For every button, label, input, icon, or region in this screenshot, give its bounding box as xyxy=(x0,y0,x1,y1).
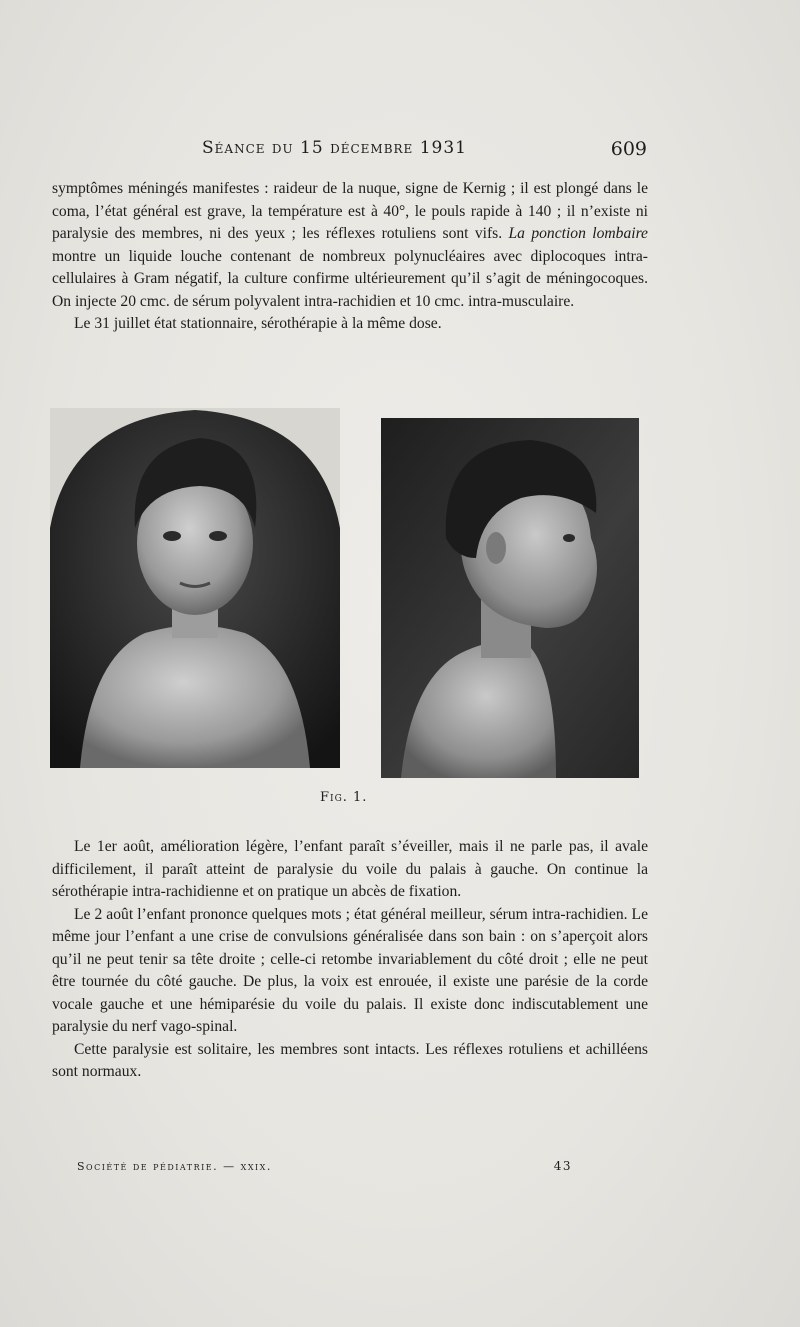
photo-frontal-view xyxy=(50,408,340,768)
page-header xyxy=(52,138,647,168)
photo-profile-view xyxy=(381,418,639,778)
paragraph: Cette paralysie est solitaire, les membres sont intacts. Les réflexes rotuliens et achilléens sont normaux. xyxy=(52,1040,648,1080)
running-title: Séance du 15 décembre 1931 xyxy=(202,138,467,158)
paragraph: Le 31 juillet état stationnaire, sérothérapie à la même dose. xyxy=(74,315,442,332)
page-number: 609 xyxy=(610,138,647,160)
figure-photographs xyxy=(48,408,648,778)
paragraph: Le 2 août l’enfant prononce quelques mots ; état général meilleur, sérum intra-rachidien. Le même jour l’enfant a une crise de convulsions généralisée dans son bain : on s’aperçoit alors qu’il ne peut tenir sa tête droite ; celle-ci retombe invariablement du côté droit ; elle ne peut être tournée du côté gauche. De plus, la voix est enrouée, il existe une parésie de la corde vocale gauche et une hémiparésie du voile du palais. Il existe donc indiscutablement une paralysie du nerf vago-spinal. xyxy=(52,905,648,1035)
paragraph-text: montre un liquide louche contenant de nombreux polynucléaires avec diplocoques intra-cellulaires à Gram négatif, la culture confirme ultérieurement qu’il s’agit de méningocoques. On injecte 20 cmc. de sérum polyvalent intra-rachidien et 10 cmc. intra-musculaire. xyxy=(52,247,648,310)
paragraph: Le 1er août, amélioration légère, l’enfant paraît s’éveiller, mais il ne parle pas, il avale difficilement, il paraît atteint de paralysie du voile du palais à gauche. On continue la sérothérapie intra-rachidienne et on pratique un abcès de fixation. xyxy=(52,838,648,900)
text-block-bottom xyxy=(52,836,648,1084)
paragraph-text: symptômes méningés manifestes : raideur de la nuque, signe de Kernig ; il est plongé dans le coma, l’état général est grave, la température est à 40°, le pouls rapide à 140 ; il n’existe ni paralysie des membres, ni des yeux ; les réflexes rotuliens sont vifs. xyxy=(52,180,648,242)
frontal-portrait-image xyxy=(50,408,340,768)
page-footer xyxy=(77,1160,572,1173)
paragraph xyxy=(52,178,648,313)
text-block-top xyxy=(52,178,648,336)
profile-portrait-image xyxy=(381,418,639,778)
italic-term: La ponction lombaire xyxy=(508,225,648,242)
journal-title: Société de pédiatrie. — xxix. xyxy=(77,1160,272,1173)
signature-mark: 43 xyxy=(553,1159,572,1173)
figure-caption: Fig. 1. xyxy=(320,790,368,805)
